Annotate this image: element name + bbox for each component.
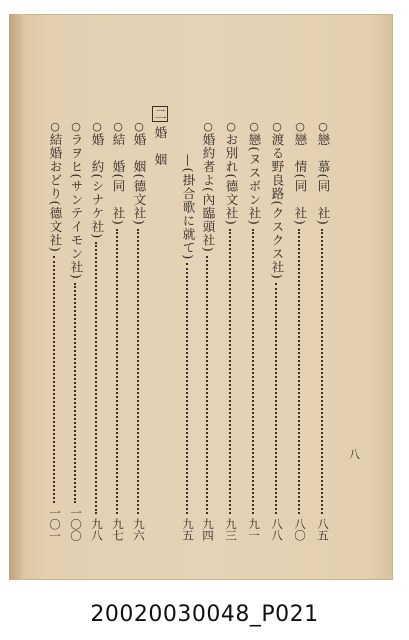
section-title: 婚 姻 (153, 126, 168, 167)
page-spine-shadow (9, 14, 23, 580)
dotted-leader (229, 229, 233, 514)
toc-entry-page: 八〇 (293, 518, 307, 541)
section-number-box: 二 (153, 108, 167, 120)
toc-entry-page: 一〇一 (48, 506, 62, 541)
bullet-icon: ○ (134, 120, 144, 133)
toc-entry (89, 121, 105, 541)
toc-entry (131, 121, 147, 541)
toc-entry-title: ラヲヒ(サンテイモン社) (69, 133, 84, 280)
toc-entry (292, 121, 308, 541)
bullet-icon: ○ (272, 120, 282, 133)
toc-entry-title: 戀 情(同 社) (293, 133, 308, 226)
toc-entry-title: 戀(ヌスボン社) (247, 133, 262, 226)
dotted-leader (53, 256, 57, 503)
dotted-leader (137, 229, 141, 514)
toc-entry (68, 121, 84, 541)
bullet-icon: ○ (318, 120, 328, 133)
section-heading (152, 106, 168, 226)
book-page (9, 14, 393, 580)
toc-entry-title: 婚約者よ(內臨頭社) (201, 133, 216, 253)
toc-entry-page: 九一 (247, 518, 261, 541)
toc-entry-title: 結 婚(同 社) (111, 133, 126, 226)
toc-entry (110, 121, 126, 541)
toc-entry-page: 九四 (201, 518, 215, 541)
toc-entry-page: 一〇〇 (69, 506, 83, 541)
bullet-icon: ○ (295, 120, 305, 133)
page-folio: 八 (349, 448, 360, 461)
toc-entry (223, 121, 239, 541)
bullet-icon: ○ (71, 120, 81, 133)
toc-entry (269, 121, 285, 541)
bullet-icon: ○ (50, 120, 60, 133)
toc-entry-title: 結婚おどり(德文社) (48, 133, 63, 253)
toc-entry-page: 八五 (316, 518, 330, 541)
toc-entry-title: 婚 約(シナケ社) (90, 133, 105, 240)
toc-entry (246, 121, 262, 541)
bullet-icon: ○ (113, 120, 123, 133)
toc-entry-title: 婚 姻(德文社) (132, 133, 147, 226)
toc-entry-title: —(掛合歌に就て) (181, 154, 196, 261)
dotted-leader (116, 229, 120, 514)
bullet-icon: ○ (249, 120, 259, 133)
dotted-leader (321, 229, 325, 514)
dotted-leader (206, 256, 210, 514)
toc-subentry (180, 154, 196, 541)
toc-entry-page: 九三 (224, 518, 238, 541)
toc-entry-title: 戀 慕(同 社) (316, 133, 331, 226)
toc-entry (200, 121, 216, 541)
dotted-leader (95, 242, 99, 514)
bullet-icon: ○ (203, 120, 213, 133)
toc-entry-page: 九六 (132, 518, 146, 541)
toc-entry-page: 八八 (270, 518, 284, 541)
toc-entry (315, 121, 331, 541)
dotted-leader (275, 283, 279, 514)
dotted-leader (252, 229, 256, 514)
bullet-icon: ○ (92, 120, 102, 133)
toc-entry-page: 九七 (111, 518, 125, 541)
toc-entry-page: 九五 (181, 518, 195, 541)
toc-entry-title: 渡る野良路(クスクス社) (270, 133, 285, 280)
dotted-leader (298, 229, 302, 514)
dotted-leader (186, 263, 190, 514)
image-caption: 20020030048_P021 (90, 602, 319, 627)
toc-entry-title: お別れ(德文社) (224, 133, 239, 226)
toc-entry-page: 九八 (90, 518, 104, 541)
bullet-icon: ○ (226, 120, 236, 133)
dotted-leader (74, 283, 78, 503)
toc-entry (47, 121, 63, 541)
